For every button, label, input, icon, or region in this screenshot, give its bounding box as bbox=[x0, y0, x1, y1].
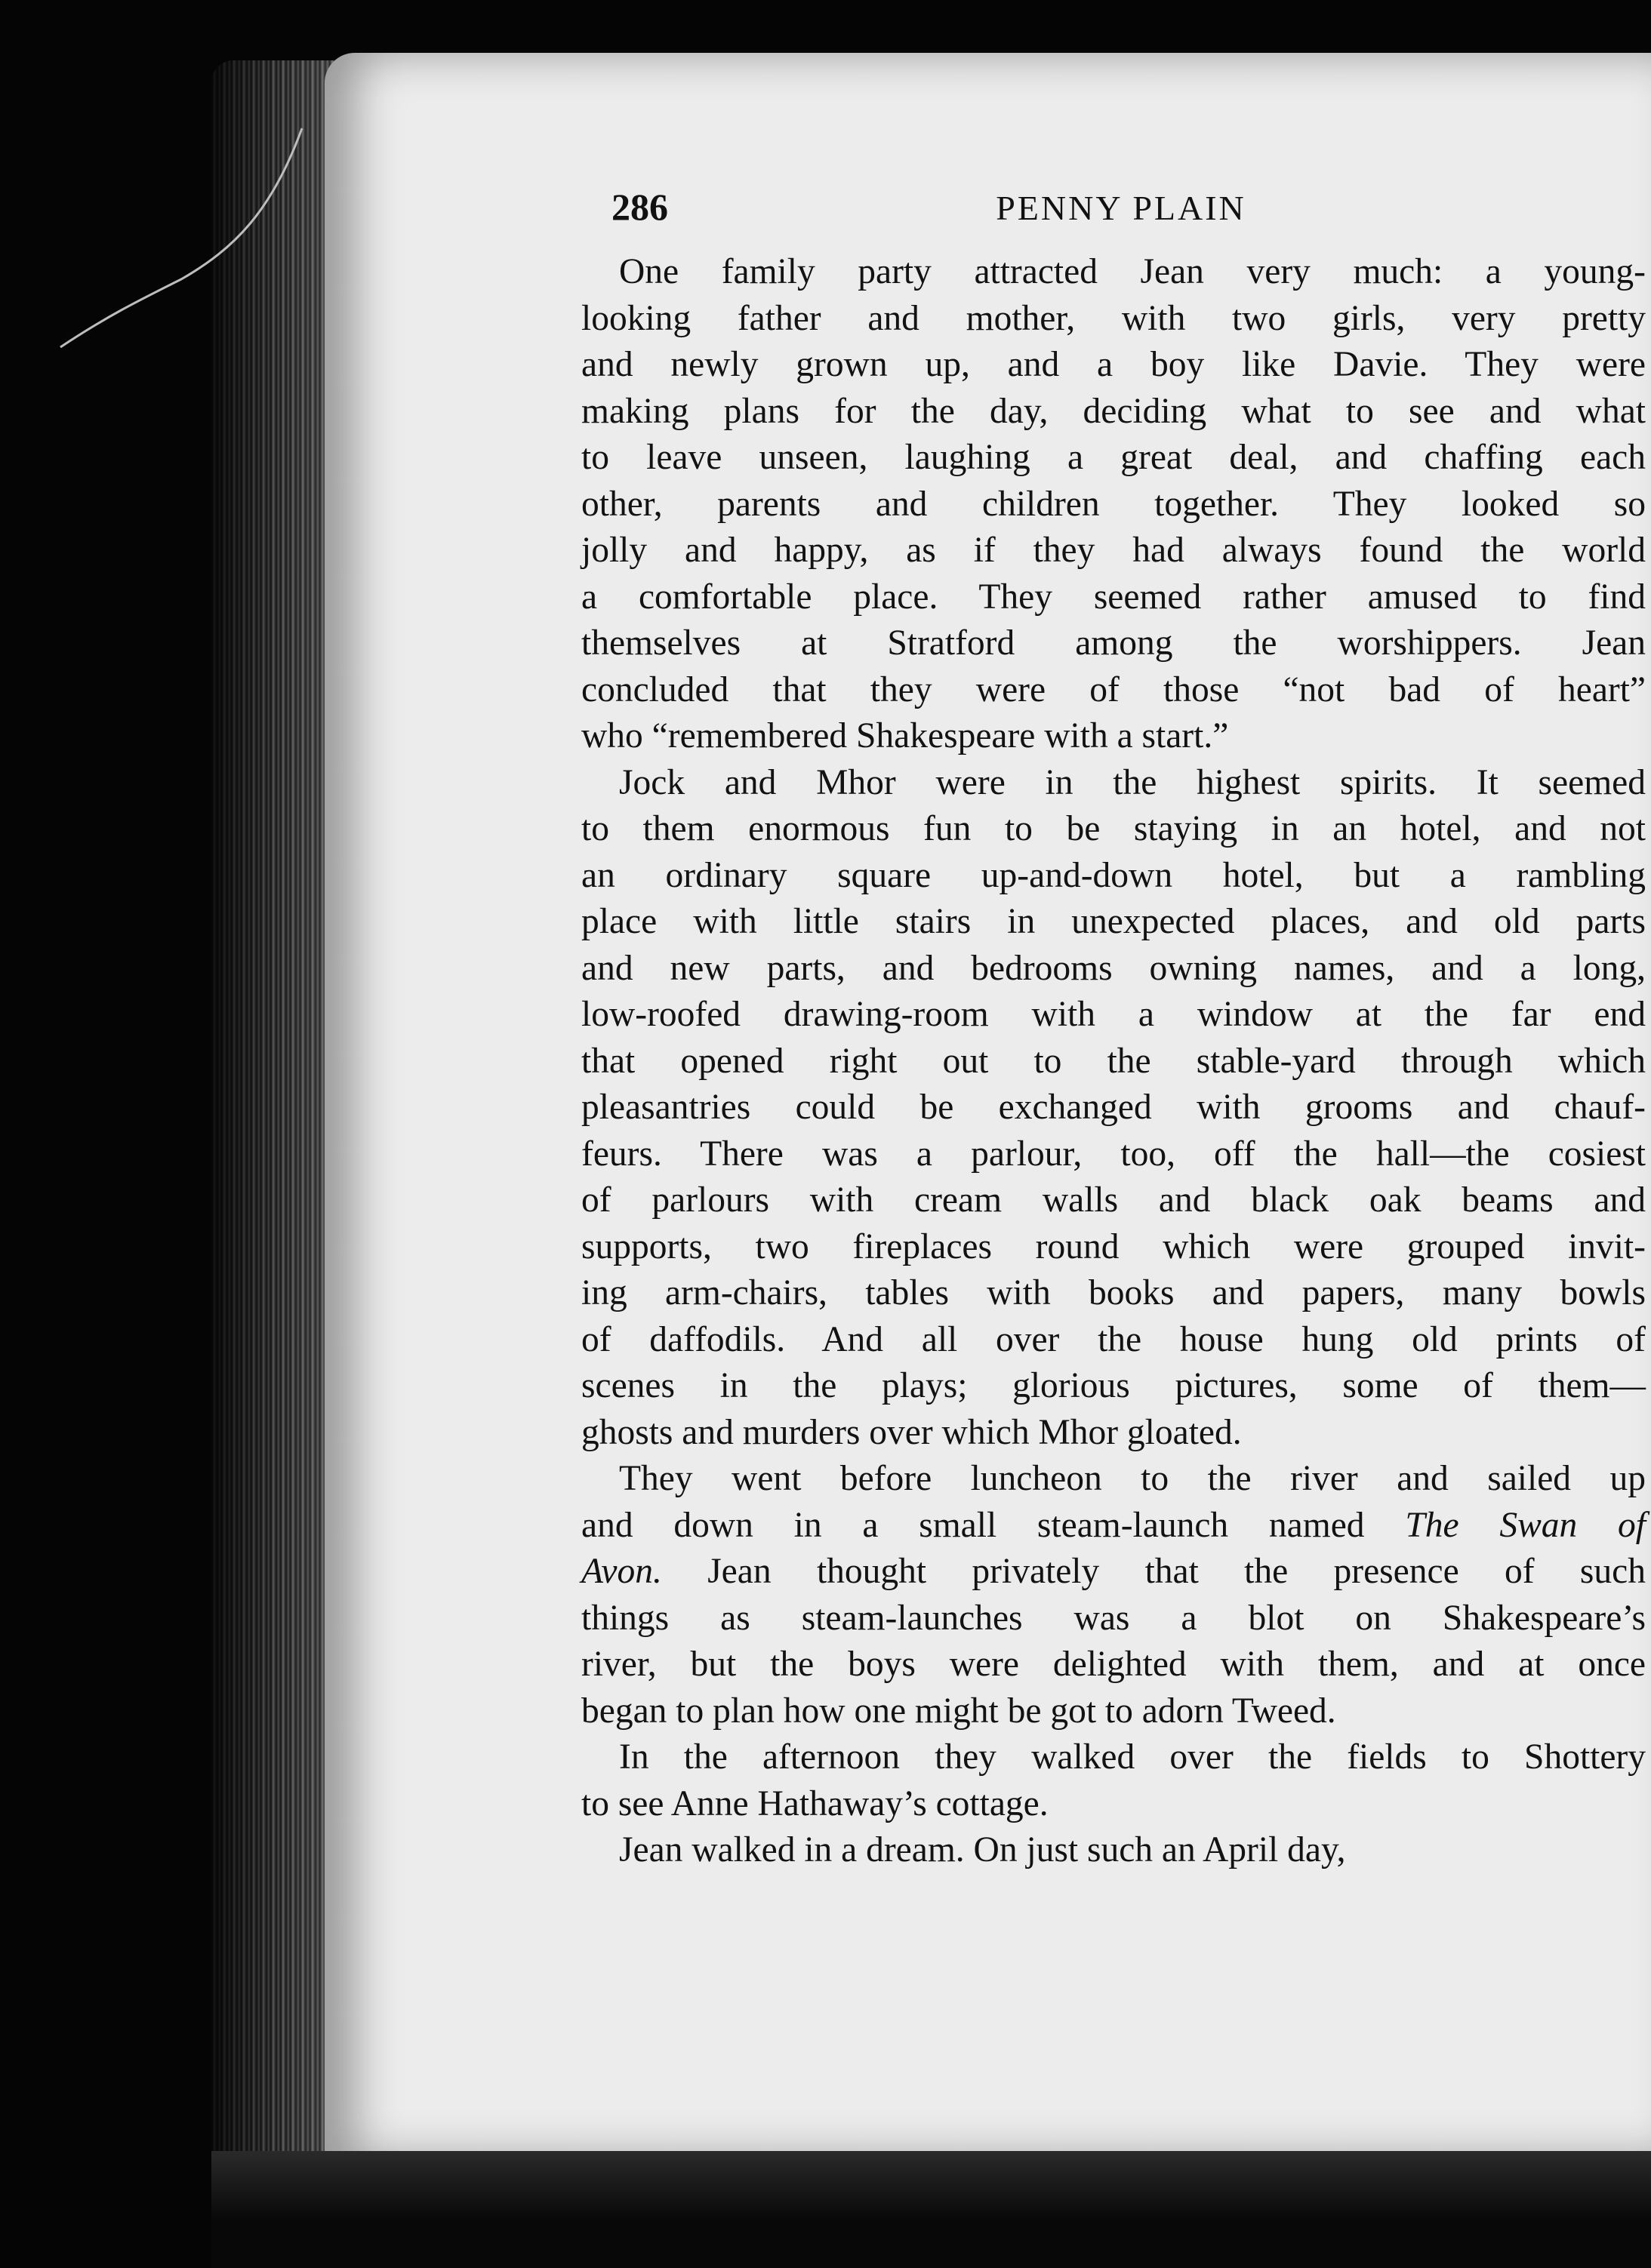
text-line: and new parts, and bedrooms owning names, and a long, bbox=[581, 948, 1646, 988]
text-line: low-roofed drawing-room with a window at the far end bbox=[581, 995, 1646, 1034]
text-line: place with little stairs in unexpected places, and old parts bbox=[581, 902, 1646, 941]
paragraph bbox=[581, 760, 1646, 1457]
text-line: ing arm-chairs, tables with books and papers, many bowls bbox=[581, 1273, 1646, 1312]
text-line: concluded that they were of those “not bad of heart” bbox=[581, 669, 1646, 709]
text-line: looking father and mother, with two girls, very pretty bbox=[581, 298, 1646, 338]
text-line: Jock and Mhor were in the highest spirits. It seemed bbox=[619, 762, 1646, 802]
book-bottom-shadow bbox=[211, 2151, 1651, 2268]
text-line: of daffodils. And all over the house hung old prints of bbox=[581, 1319, 1646, 1359]
text-line: and newly grown up, and a boy like Davie. They were bbox=[581, 345, 1646, 384]
text-line: They went before luncheon to the river and sailed up bbox=[619, 1459, 1646, 1498]
text-line: things as steam-launches was a blot on Shakespeare’s bbox=[581, 1598, 1646, 1638]
text-line: jolly and happy, as if they had always found the world bbox=[581, 531, 1646, 570]
text-line: a comfortable place. They seemed rather amused to find bbox=[581, 577, 1646, 617]
paragraph bbox=[581, 1456, 1646, 1734]
text-line: supports, two fireplaces round which were grouped invit- bbox=[581, 1226, 1646, 1266]
text-line: Jean walked in a dream. On just such an April day, bbox=[619, 1830, 1346, 1869]
text-line: In the afternoon they walked over the fields to Shottery bbox=[619, 1737, 1646, 1777]
text-line: themselves at Stratford among the worshippers. Jean bbox=[581, 623, 1646, 663]
text-line: ghosts and murders over which Mhor gloated. bbox=[581, 1412, 1242, 1452]
text-line: making plans for the day, deciding what to see and what bbox=[581, 391, 1646, 431]
text-line: One family party attracted Jean very much: a young- bbox=[619, 252, 1646, 291]
paragraph bbox=[581, 1827, 1646, 1874]
text-line: to them enormous fun to be staying in an hotel, and not bbox=[581, 809, 1646, 848]
text-line: of parlours with cream walls and black oak beams and bbox=[581, 1180, 1646, 1220]
text-line: to leave unseen, laughing a great deal, and chaffing each bbox=[581, 438, 1646, 477]
text-line: scenes in the plays; glorious pictures, some of them— bbox=[581, 1366, 1646, 1405]
text-line: pleasantries could be exchanged with grooms and chauf- bbox=[581, 1088, 1646, 1127]
text-line: river, but the boys were delighted with them, and at once bbox=[581, 1645, 1646, 1684]
text-line: began to plan how one might be got to adorn Tweed. bbox=[581, 1691, 1336, 1731]
text-line: feurs. There was a parlour, too, off the hall—the cosiest bbox=[581, 1134, 1646, 1174]
paragraph bbox=[581, 1734, 1646, 1827]
body-text bbox=[581, 249, 1646, 1874]
text-line: that opened right out to the stable-yard through which bbox=[581, 1041, 1646, 1081]
text-line: and down in a small steam-launch named The Swan of bbox=[581, 1505, 1646, 1545]
text-line: to see Anne Hathaway’s cottage. bbox=[581, 1783, 1049, 1823]
text-line: an ordinary square up-and-down hotel, but a rambling bbox=[581, 855, 1646, 895]
page-number: 286 bbox=[611, 186, 668, 228]
paragraph bbox=[581, 249, 1646, 760]
running-title: PENNY PLAIN bbox=[996, 189, 1246, 227]
text-line: other, parents and children together. They looked so bbox=[581, 484, 1646, 524]
page-header bbox=[611, 185, 1631, 245]
text-line: Avon. Jean thought privately that the presence of such bbox=[581, 1552, 1646, 1591]
loose-thread bbox=[45, 121, 317, 362]
text-line: who “remembered Shakespeare with a start.” bbox=[581, 716, 1229, 755]
